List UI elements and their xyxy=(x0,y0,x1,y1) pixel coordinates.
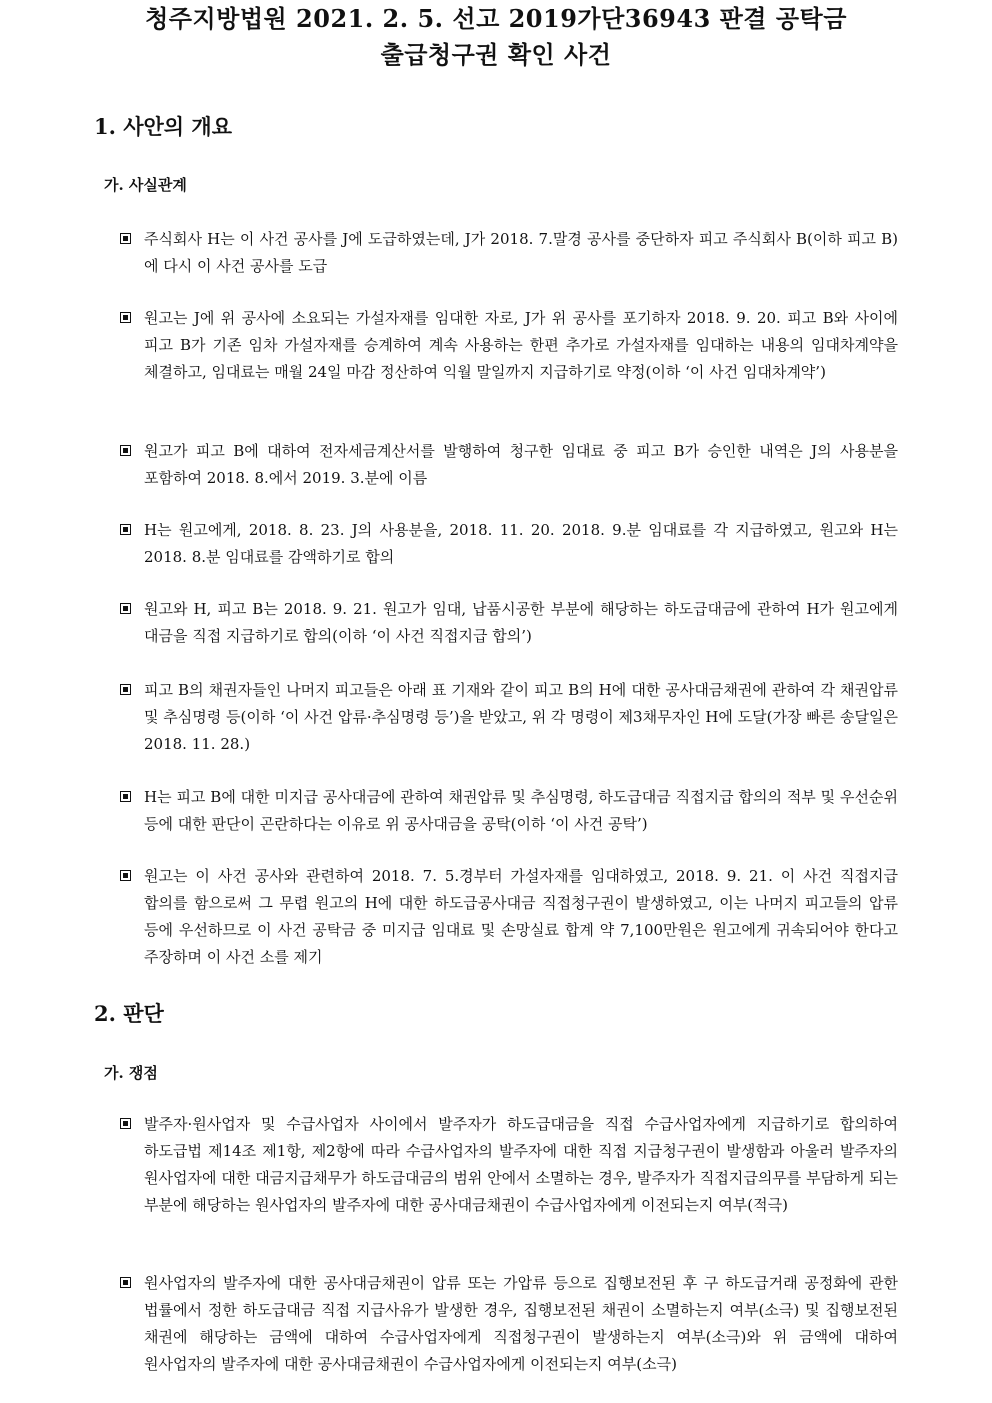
square-bullet-icon xyxy=(120,684,131,695)
list-item-text: 원고와 H, 피고 B는 2018. 9. 21. 원고가 임대, 납품시공한 부분에 해당하는 하도급대금에 관하여 H가 원고에게 대금을 직접 지급하기로 합의(이하 ‘이 사건 직접지급 합의’) xyxy=(144,600,898,645)
square-bullet-icon xyxy=(120,791,131,802)
section-heading-judgment: 2. 판단 xyxy=(94,1001,164,1026)
square-bullet-icon xyxy=(120,870,131,881)
list-item-text: H는 피고 B에 대한 미지급 공사대금에 관하여 채권압류 및 추심명령, 하도급대금 직접지급 합의의 적부 및 우선순위 등에 대한 판단이 곤란하다는 이유로 위 공사대금을 공탁(이하 ‘이 사건 공탁’) xyxy=(144,788,898,833)
list-item xyxy=(120,863,898,971)
list-item xyxy=(120,596,898,650)
section-heading-overview: 1. 사안의 개요 xyxy=(94,114,232,139)
list-item xyxy=(120,677,898,758)
square-bullet-icon xyxy=(120,524,131,535)
list-item-text: 피고 B의 채권자들인 나머지 피고들은 아래 표 기재와 같이 피고 B의 H에 대한 공사대금채권에 관하여 각 채권압류 및 추심명령 등(이하 ‘이 사건 압류·추심명령 등’)을 받았고, 위 각 명령이 제3채무자인 H에 도달(가장 빠른 송달일은 2018. 11. 28.) xyxy=(144,681,898,753)
list-item xyxy=(120,1111,898,1219)
list-item xyxy=(120,226,898,280)
document-title-line-2: 출급청구권 확인 사건 xyxy=(380,40,612,69)
square-bullet-icon xyxy=(120,1118,131,1129)
list-item-text: 발주자·원사업자 및 수급사업자 사이에서 발주자가 하도급대금을 직접 수급사업자에게 지급하기로 합의하여 하도급법 제14조 제1항, 제2항에 따라 수급사업자의 발주자에 대한 직접 지급청구권이 발생함과 아울러 발주자의 원사업자에 대한 대금지급채무가 하도급대금의 범위 안에서 소멸하는 경우, 발주자가 직접지급의무를 부담하게 되는 부분에 해당하는 원사업자의 발주자에 대한 공사대금채권이 수급사업자에게 이전되는지 여부(적극) xyxy=(144,1115,898,1214)
list-item-text: 원고는 이 사건 공사와 관련하여 2018. 7. 5.경부터 가설자재를 임대하였고, 2018. 9. 21. 이 사건 직접지급 합의를 함으로써 그 무렵 원고의 H에 대한 하도급공사대금 직접청구권이 발생하였고, 이는 나머지 피고들의 압류 등에 우선하므로 이 사건 공탁금 중 미지급 임대료 및 손망실료 합계 약 7,100만원은 원고에게 귀속되어야 한다고 주장하며 이 사건 소를 제기 xyxy=(144,867,898,966)
subheading-issues: 가. 쟁점 xyxy=(104,1064,158,1082)
square-bullet-icon xyxy=(120,312,131,323)
list-item xyxy=(120,305,898,386)
document-title-line-1: 청주지방법원 2021. 2. 5. 선고 2019가단36943 판결 공탁금 xyxy=(145,4,847,33)
list-item-text: 원고는 J에 위 공사에 소요되는 가설자재를 임대한 자로, J가 위 공사를 포기하자 2018. 9. 20. 피고 B와 사이에 피고 B가 기존 임차 가설자재를 승계하여 계속 사용하는 한편 추가로 가설자재를 임대하는 내용의 임대차계약을 체결하고, 임대료는 매월 24일 마감 정산하여 익월 말일까지 지급하기로 약정(이하 ‘이 사건 임대차계약’) xyxy=(144,309,898,381)
list-item xyxy=(120,517,898,571)
square-bullet-icon xyxy=(120,233,131,244)
list-item xyxy=(120,438,898,492)
list-item-text: 원고가 피고 B에 대하여 전자세금계산서를 발행하여 청구한 임대료 중 피고 B가 승인한 내역은 J의 사용분을 포함하여 2018. 8.에서 2019. 3.분에 이름 xyxy=(144,442,898,487)
list-item xyxy=(120,784,898,838)
list-item xyxy=(120,1270,898,1378)
square-bullet-icon xyxy=(120,1277,131,1288)
list-item-text: H는 원고에게, 2018. 8. 23. J의 사용분을, 2018. 11. 20. 2018. 9.분 임대료를 각 지급하였고, 원고와 H는 2018. 8.분 임대료를 감액하기로 합의 xyxy=(144,521,898,566)
square-bullet-icon xyxy=(120,603,131,614)
list-item-text: 주식회사 H는 이 사건 공사를 J에 도급하였는데, J가 2018. 7.말경 공사를 중단하자 피고 주식회사 B(이하 피고 B)에 다시 이 사건 공사를 도급 xyxy=(144,230,898,275)
subheading-facts: 가. 사실관계 xyxy=(104,176,187,194)
list-item-text: 원사업자의 발주자에 대한 공사대금채권이 압류 또는 가압류 등으로 집행보전된 후 구 하도급거래 공정화에 관한 법률에서 정한 하도급대금 직접 지급사유가 발생한 경우, 집행보전된 채권이 소멸하는지 여부(소극) 및 집행보전된 채권에 해당하는 금액에 대하여 수급사업자에게 직접청구권이 발생하는지 여부(소극)와 위 금액에 대하여 원사업자의 발주자에 대한 공사대금채권이 수급사업자에게 이전되는지 여부(소극) xyxy=(144,1274,898,1373)
square-bullet-icon xyxy=(120,445,131,456)
